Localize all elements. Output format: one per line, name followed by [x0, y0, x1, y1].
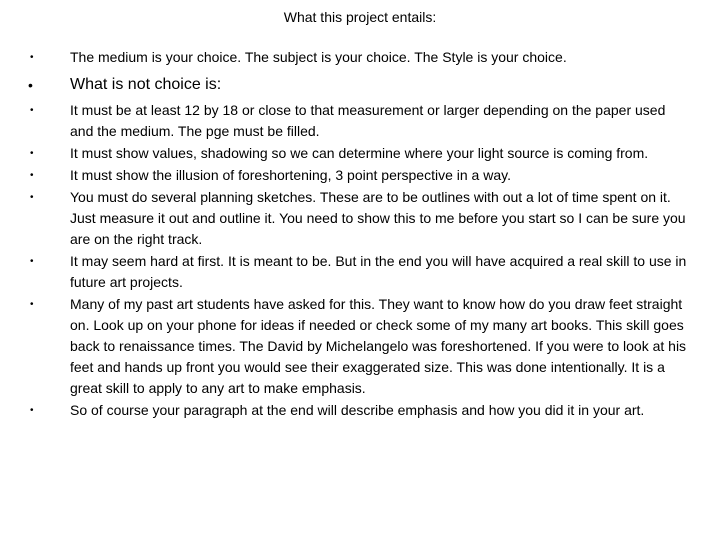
bullet-icon: • [30, 170, 34, 181]
slide-title: What this project entails: [283, 9, 437, 25]
bullet-text: It must show the illusion of foreshortening, 3 point perspective in a way. [70, 167, 511, 183]
bullet-icon: • [30, 405, 34, 416]
bullet-icon: • [30, 52, 34, 63]
bullet-text: The medium is your choice. The subject is your choice. The Style is your choice. [70, 49, 567, 65]
bullet-text: You must do several planning sketches. These are to be outlines with out a lot of time spent on it. Just measure it out and outline it. You need to show this to me before you start so I can be sure you are on the right track. [70, 189, 686, 247]
bullet-text: Many of my past art students have asked for this. They want to know how do you draw feet straight on. Look up on your phone for ideas if needed or check some of my many art books. This skill goes back to renaissance times. The David by Michelangelo was foreshortened. If you were to look at his feet and hands up front you would see their exaggerated size. This was done intentionally. It is a great skill to apply to any art to make emphasis. [70, 296, 687, 396]
bullet-icon: • [30, 192, 34, 203]
bullet-item-hard [28, 251, 688, 293]
bullet-item-values [28, 143, 688, 164]
bullet-text: It may seem hard at first. It is meant to be. But in the end you will have acquired a real skill to use in future art projects. [70, 253, 687, 290]
bullet-list [28, 47, 688, 422]
bullet-item-not-choice [28, 74, 688, 96]
bullet-item-paragraph [28, 400, 688, 421]
bullet-icon: • [28, 77, 33, 93]
bullet-item-medium [28, 47, 688, 68]
bullet-item-past-students [28, 294, 688, 399]
bullet-icon: • [30, 105, 34, 116]
bullet-item-sketches [28, 187, 688, 250]
bullet-text: What is not choice is: [70, 76, 222, 93]
bullet-text: So of course your paragraph at the end will describe emphasis and how you did it in your art. [70, 402, 645, 418]
bullet-text: It must be at least 12 by 18 or close to that measurement or larger depending on the paper used and the medium. The pge must be filled. [70, 102, 666, 139]
bullet-item-foreshortening [28, 165, 688, 186]
bullet-icon: • [30, 148, 34, 159]
bullet-icon: • [30, 256, 34, 267]
bullet-item-size [28, 100, 688, 142]
bullet-icon: • [30, 299, 34, 310]
bullet-text: It must show values, shadowing so we can determine where your light source is coming from. [70, 145, 649, 161]
